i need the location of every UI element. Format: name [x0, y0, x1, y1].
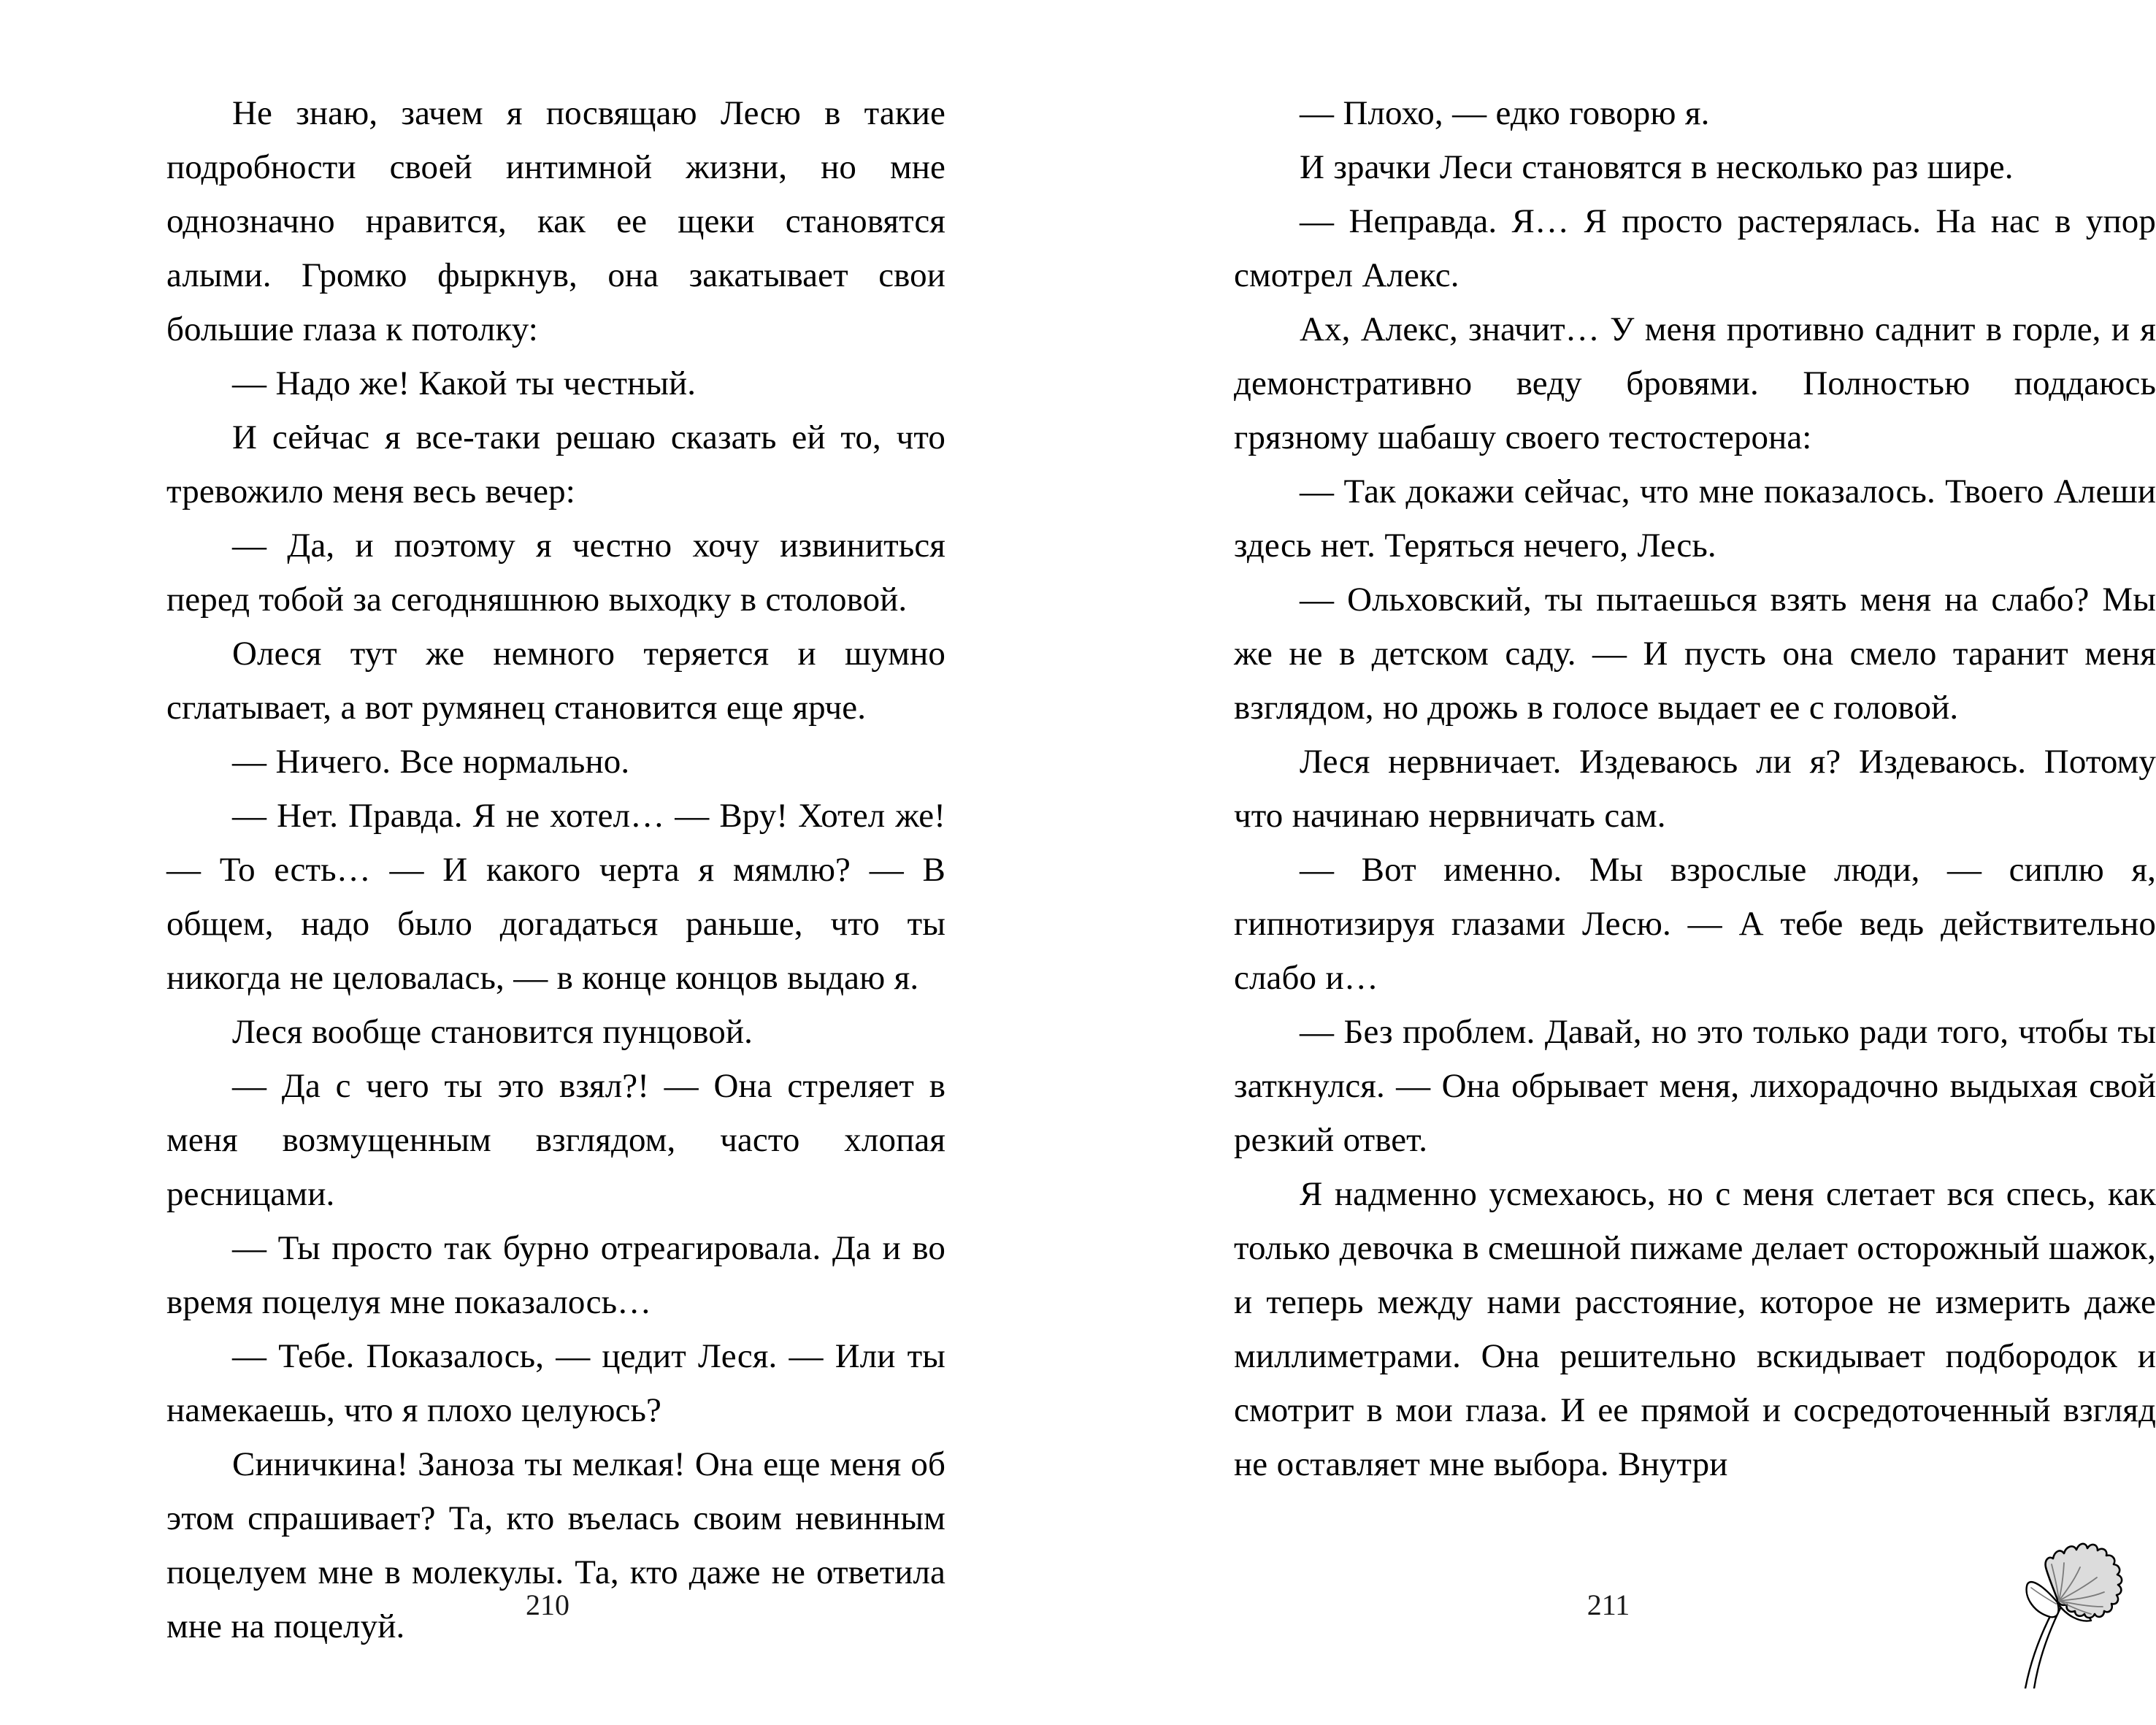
paragraph: — Надо же! Какой ты честный. — [232, 364, 697, 402]
paragraph: — Ты просто так бурно отреагировала. Да и во время поцелуя мне показалось… — [166, 1229, 945, 1321]
paragraph: — Так докажи сейчас, что мне показалось. Твоего Алеши здесь нет. Теряться нечего, Лесь. — [1234, 473, 2156, 565]
paragraph: — Да, и поэтому я честно хочу извиниться перед тобой за сегодняшнюю выходку в столовой. — [166, 527, 945, 619]
paragraph: Синичкина! Заноза ты мелкая! Она еще меня об этом спрашивает? Та, кто въелась своим невинным поцелуем мне в молекулы. Та, кто даже не ответила мне на поцелуй. — [166, 1445, 945, 1645]
right-page-text-column — [1234, 86, 2156, 1491]
paragraph: — Плохо, — едко говорю я. — [1300, 94, 1710, 132]
page-number-left: 210 — [526, 1588, 569, 1621]
paragraph: И зрачки Леси становятся в несколько раз шире. — [1300, 148, 2014, 186]
paragraph: Леся нервничает. Издеваюсь ли я? Издеваюсь. Потому что начинаю нервничать сам. — [1234, 743, 2156, 835]
paragraph: Не знаю, зачем я посвящаю Лесю в такие подробности своей интимной жизни, но мне однозначно нравится, как ее щеки становятся алыми. Громко фыркнув, она закатывает свои большие глаза к потолку: — [166, 94, 945, 348]
paragraph: — Тебе. Показалось, — цедит Леся. — Или ты намекаешь, что я плохо целуюсь? — [166, 1337, 945, 1429]
paragraph: — Ничего. Все нормально. — [232, 743, 630, 781]
paragraph: — Неправда. Я… Я просто растерялась. На нас в упор смотрел Алекс. — [1234, 202, 2156, 294]
page-number-right: 211 — [1587, 1588, 1630, 1621]
paragraph: Я надменно усмехаюсь, но с меня слетает вся спесь, как только девочка в смешной пижаме делает осторожный шажок, и теперь между нами расстояние, которое не измерить даже миллиметрами. Она решительно вскидывает подбородок и смотрит в мои глаза. И ее прямой и сосредоточенный взгляд не оставляет мне выбора. Внутри — [1234, 1175, 2156, 1483]
paragraph: Олеся тут же немного теряется и шумно сглатывает, а вот румянец становится еще ярче. — [166, 635, 945, 727]
paragraph: — Ольховский, ты пытаешься взять меня на слабо? Мы же не в детском саду. — И пусть она смело таранит меня взглядом, но дрожь в голосе выдает ее с головой. — [1234, 581, 2156, 727]
paragraph: Леся вообще становится пунцовой. — [232, 1013, 753, 1051]
paragraph: — Вот именно. Мы взрослые люди, — сиплю я, гипнотизируя глазами Лесю. — А тебе ведь действительно слабо и… — [1234, 851, 2156, 997]
left-page-text-column — [0, 86, 945, 1653]
paragraph: — Да с чего ты это взял?! — Она стреляет в меня возмущенным взглядом, часто хлопая ресницами. — [166, 1067, 945, 1213]
paragraph: Ах, Алекс, значит… У меня противно саднит в горле, и я демонстративно веду бровями. Полностью поддаюсь грязному шабашу своего тестостерона: — [1234, 310, 2156, 456]
paragraph: И сейчас я все-таки решаю сказать ей то, что тревожило меня весь вечер: — [166, 418, 945, 510]
paragraph: — Нет. Правда. Я не хотел… — Вру! Хотел же! — То есть… — И какого черта я мямлю? — В общем, надо было догадаться раньше, что ты никогда не целовалась, — в конце концов выдаю я. — [166, 797, 945, 997]
paragraph: — Без проблем. Давай, но это только ради того, чтобы ты заткнулся. — Она обрывает меня, лихорадочно выдыхая свой резкий ответ. — [1234, 1013, 2156, 1159]
